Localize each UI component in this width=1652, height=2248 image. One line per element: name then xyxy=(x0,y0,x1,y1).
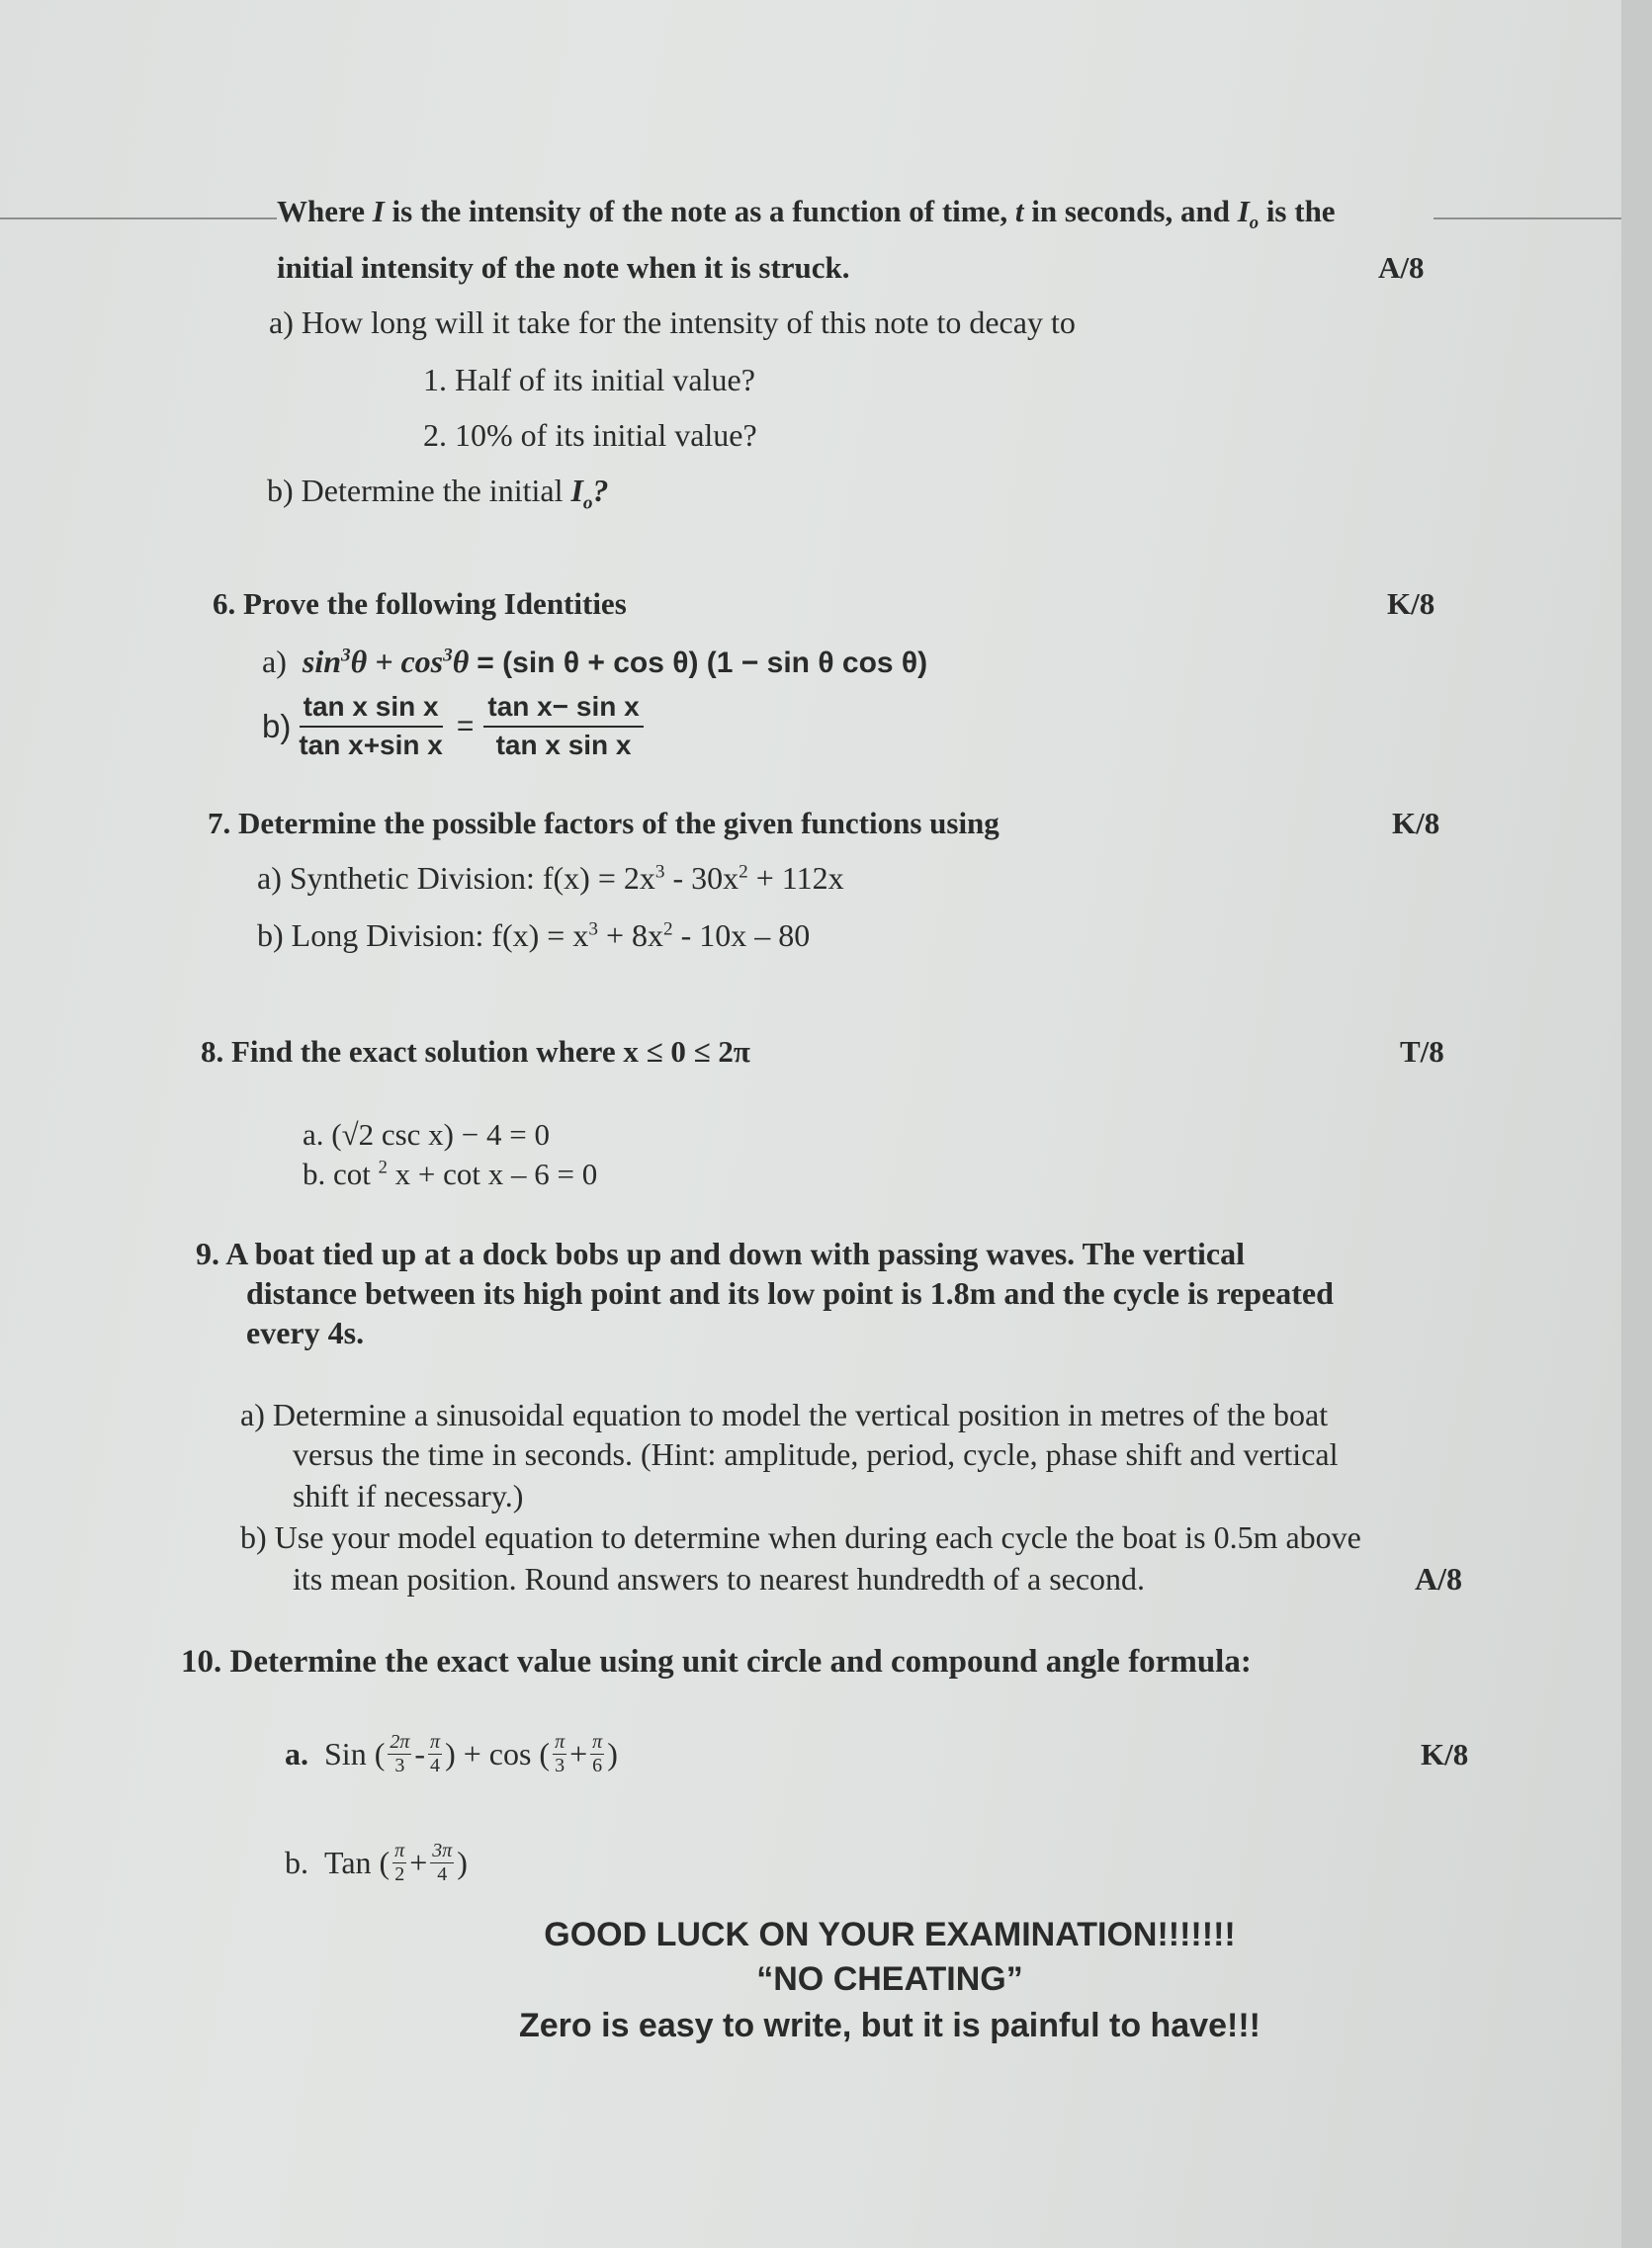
q5-part-a1: 1. Half of its initial value? xyxy=(423,362,755,397)
q9-part-b-line-1: b) Use your model equation to determine when during each cycle the boat is 0.5m above xyxy=(240,1519,1361,1555)
intro-line-1: Where I is the intensity of the note as a function of time, t in seconds, and $I_o$ is the xyxy=(277,194,1336,234)
q6-part-b: b) $\frac{\text{tan x sin x}}{\text{tan x+sin x}}$ = $\frac{\text{tan x− sin x}}{\text{tan x sin x}}$ xyxy=(262,692,648,761)
ruled-line-left xyxy=(0,217,277,219)
q8-part-b: b. cot $^2$ x + cot x – 6 = 0 xyxy=(303,1157,598,1191)
q10-a-fraction-4: $\frac{\pi}{6}$ xyxy=(592,1731,603,1776)
ruled-line-right xyxy=(1434,217,1621,219)
footer-good-luck: GOOD LUCK ON YOUR EXAMINATION!!!!!!! xyxy=(544,1916,1236,1953)
q10-part-b: b. Tan ( π 2 + $\frac{3\pi}{4}$ ) xyxy=(285,1840,468,1885)
q6-title: 6. Prove the following Identities xyxy=(213,586,627,621)
q9-line-3: every 4s. xyxy=(246,1315,365,1350)
mark-q5: A/8 xyxy=(1378,250,1425,285)
q9-line-1: 9. A boat tied up at a dock bobs up and down with passing waves. The vertical xyxy=(196,1236,1245,1271)
q6-part-a: a) $\sin^3\theta + \cos^3\theta = (\sin$ θ + cos θ) (1 − sin θ cos θ) xyxy=(262,644,928,679)
q6-b-fraction-2: $\frac{\text{tan x− sin x}}{\text{tan x sin x}}$ xyxy=(483,692,643,761)
q10-b-fraction-2: $\frac{3\pi}{4}$ xyxy=(432,1840,453,1885)
q5-part-a2: 2. 10% of its initial value? xyxy=(423,417,757,453)
q10-a-fraction-1: 2π 3 xyxy=(390,1731,410,1776)
q7-part-b: b) Long Division: $f(x) = x^3 + 8x^2 - 10x - 80$ xyxy=(257,917,811,953)
q10-part-a: a. Sin ( 2π 3 - π 4 ) + cos ( π 3 + $\frac{\pi}{6}$ ) xyxy=(285,1731,618,1776)
q7-title: 7. Determine the possible factors of the given functions using xyxy=(208,806,1000,840)
intro-line-2: initial intensity of the note when it is struck. xyxy=(277,250,850,285)
mark-q9: A/8 xyxy=(1415,1561,1462,1597)
q10-a-fraction-3: π 3 xyxy=(555,1731,565,1776)
q5-part-a: a) How long will it take for the intensity of this note to decay to xyxy=(269,304,1076,340)
mark-q8: T/8 xyxy=(1400,1034,1444,1069)
q9-part-a-line-2: versus the time in seconds. (Hint: amplitude, period, cycle, phase shift and vertical xyxy=(293,1436,1339,1472)
footer-no-cheating: “NO CHEATING” xyxy=(756,1960,1023,1998)
q7-part-a: a) Synthetic Division: $f(x) = 2x^3 - 30x^2 + 112x$ xyxy=(257,860,844,896)
mark-q7: K/8 xyxy=(1392,806,1440,840)
footer-zero-note: Zero is easy to write, but it is painful to have!!! xyxy=(519,2007,1261,2044)
mark-q6: K/8 xyxy=(1387,586,1435,621)
background-edge xyxy=(1621,0,1652,2248)
q9-part-a-line-1: a) Determine a sinusoidal equation to model the vertical position in metres of the boat xyxy=(240,1397,1329,1432)
q6-b-fraction-1: $\frac{\text{tan x sin x}}{\text{tan x+sin x}}$ xyxy=(299,691,443,760)
mark-q10: K/8 xyxy=(1421,1737,1469,1772)
q10-a-fraction-2: π 4 xyxy=(430,1731,441,1776)
q8-title: 8. Find the exact solution where x ≤ 0 ≤ 2π xyxy=(201,1034,750,1069)
q9-part-b-line-2: its mean position. Round answers to nearest hundredth of a second. xyxy=(293,1561,1146,1597)
q9-part-a-line-3: shift if necessary.) xyxy=(293,1478,524,1513)
q10-title: 10. Determine the exact value using unit circle and compound angle formula: xyxy=(181,1644,1252,1680)
q5-part-b: b) Determine the initial $I_o$? xyxy=(267,473,609,514)
q8-part-a: a. (√2 csc x) − 4 = 0 xyxy=(303,1117,550,1152)
q9-line-2: distance between its high point and its low point is 1.8m and the cycle is repeated xyxy=(246,1275,1334,1311)
q10-b-fraction-1: π 2 xyxy=(394,1840,405,1885)
